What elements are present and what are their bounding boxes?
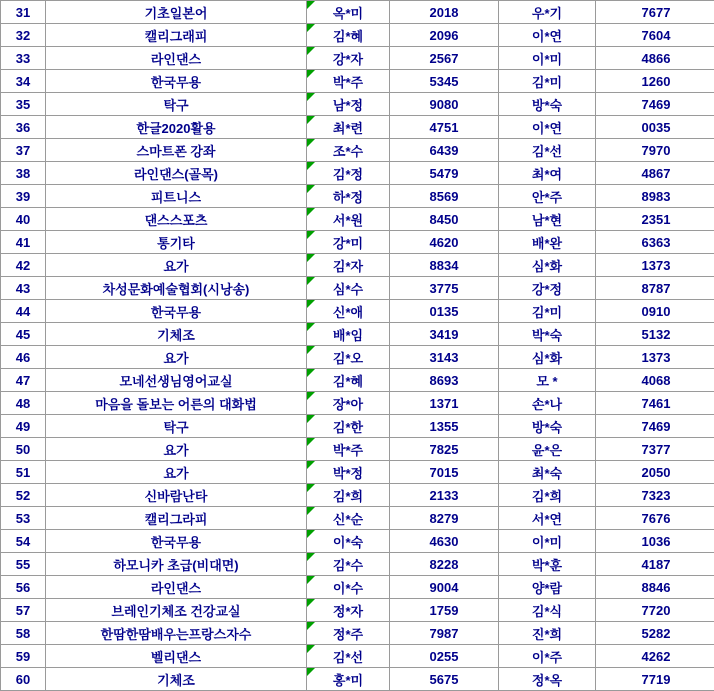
table-row: [1, 24, 714, 47]
course-name-cell: 스마트폰 강좌: [46, 139, 307, 162]
contact-name-cell: 이*미: [499, 47, 596, 70]
row-number-cell: 36: [1, 116, 46, 139]
course-name-cell: 브레인기체조 건강교실: [46, 599, 307, 622]
contact-code-cell: 5132: [596, 323, 714, 346]
contact-code-cell: 0910: [596, 300, 714, 323]
table-row: [1, 438, 714, 461]
applicant-code-cell: 4620: [390, 231, 499, 254]
table-row: [1, 300, 714, 323]
row-number-cell: 47: [1, 369, 46, 392]
contact-code-cell: 7604: [596, 24, 714, 47]
applicant-code-cell: 4751: [390, 116, 499, 139]
contact-code-cell: 4187: [596, 553, 714, 576]
table-row: [1, 139, 714, 162]
contact-name-cell: 윤*은: [499, 438, 596, 461]
row-number-cell: 50: [1, 438, 46, 461]
row-number-cell: 35: [1, 93, 46, 116]
row-number-cell: 39: [1, 185, 46, 208]
course-name-cell: 라인댄스: [46, 47, 307, 70]
contact-name-cell: 이*연: [499, 116, 596, 139]
contact-code-cell: 7719: [596, 668, 714, 691]
course-name-cell: 기체조: [46, 323, 307, 346]
course-name-cell: 탁구: [46, 93, 307, 116]
row-number-cell: 57: [1, 599, 46, 622]
contact-code-cell: 7461: [596, 392, 714, 415]
contact-name-cell: 강*정: [499, 277, 596, 300]
contact-name-cell: 남*현: [499, 208, 596, 231]
contact-code-cell: 7720: [596, 599, 714, 622]
contact-code-cell: 7469: [596, 415, 714, 438]
course-name-cell: 모네선생님영어교실: [46, 369, 307, 392]
row-number-cell: 45: [1, 323, 46, 346]
contact-name-cell: 우*기: [499, 1, 596, 24]
table-row: [1, 93, 714, 116]
contact-code-cell: 1260: [596, 70, 714, 93]
applicant-code-cell: 8279: [390, 507, 499, 530]
course-name-cell: 댄스스포츠: [46, 208, 307, 231]
applicant-name-cell: 김*한: [307, 415, 390, 438]
table-row: [1, 116, 714, 139]
applicant-code-cell: 8693: [390, 369, 499, 392]
applicant-name-cell: 이*숙: [307, 530, 390, 553]
course-name-cell: 캘리그라피: [46, 507, 307, 530]
contact-name-cell: 최*여: [499, 162, 596, 185]
applicant-code-cell: 7987: [390, 622, 499, 645]
contact-name-cell: 김*미: [499, 300, 596, 323]
row-number-cell: 43: [1, 277, 46, 300]
applicant-name-cell: 박*정: [307, 461, 390, 484]
applicant-code-cell: 8228: [390, 553, 499, 576]
row-number-cell: 37: [1, 139, 46, 162]
table-row: [1, 576, 714, 599]
applicant-name-cell: 정*자: [307, 599, 390, 622]
contact-code-cell: 8846: [596, 576, 714, 599]
course-name-cell: 요가: [46, 461, 307, 484]
course-name-cell: 탁구: [46, 415, 307, 438]
applicant-name-cell: 배*임: [307, 323, 390, 346]
contact-name-cell: 정*옥: [499, 668, 596, 691]
row-number-cell: 51: [1, 461, 46, 484]
course-name-cell: 한땀한땀배우는프랑스자수: [46, 622, 307, 645]
applicant-code-cell: 8834: [390, 254, 499, 277]
applicant-code-cell: 1759: [390, 599, 499, 622]
table-row: [1, 369, 714, 392]
applicant-code-cell: 3143: [390, 346, 499, 369]
contact-name-cell: 양*람: [499, 576, 596, 599]
contact-name-cell: 방*숙: [499, 415, 596, 438]
contact-code-cell: 1036: [596, 530, 714, 553]
course-name-cell: 요가: [46, 438, 307, 461]
table-row: [1, 208, 714, 231]
row-number-cell: 34: [1, 70, 46, 93]
row-number-cell: 44: [1, 300, 46, 323]
contact-name-cell: 박*훈: [499, 553, 596, 576]
contact-name-cell: 심*화: [499, 346, 596, 369]
contact-name-cell: 손*나: [499, 392, 596, 415]
course-name-cell: 라인댄스: [46, 576, 307, 599]
course-name-cell: 캘리그래피: [46, 24, 307, 47]
row-number-cell: 49: [1, 415, 46, 438]
table-row: [1, 70, 714, 93]
applicant-name-cell: 김*희: [307, 484, 390, 507]
row-number-cell: 46: [1, 346, 46, 369]
row-number-cell: 41: [1, 231, 46, 254]
contact-name-cell: 배*완: [499, 231, 596, 254]
row-number-cell: 59: [1, 645, 46, 668]
course-name-cell: 피트니스: [46, 185, 307, 208]
row-number-cell: 53: [1, 507, 46, 530]
applicant-code-cell: 4630: [390, 530, 499, 553]
course-name-cell: 마음을 돌보는 어른의 대화법: [46, 392, 307, 415]
applicant-code-cell: 9004: [390, 576, 499, 599]
applicant-code-cell: 1355: [390, 415, 499, 438]
row-number-cell: 52: [1, 484, 46, 507]
contact-code-cell: 7377: [596, 438, 714, 461]
course-name-cell: 요가: [46, 346, 307, 369]
contact-name-cell: 김*희: [499, 484, 596, 507]
table-row: [1, 599, 714, 622]
applicant-name-cell: 박*주: [307, 438, 390, 461]
row-number-cell: 38: [1, 162, 46, 185]
table-row: [1, 323, 714, 346]
applicant-name-cell: 강*자: [307, 47, 390, 70]
contact-name-cell: 김*미: [499, 70, 596, 93]
table-row: [1, 668, 714, 691]
applicant-code-cell: 5345: [390, 70, 499, 93]
contact-code-cell: 7677: [596, 1, 714, 24]
contact-code-cell: 4068: [596, 369, 714, 392]
applicant-name-cell: 김*수: [307, 553, 390, 576]
applicant-code-cell: 0255: [390, 645, 499, 668]
row-number-cell: 31: [1, 1, 46, 24]
contact-name-cell: 이*연: [499, 24, 596, 47]
course-name-cell: 요가: [46, 254, 307, 277]
applicant-code-cell: 5479: [390, 162, 499, 185]
row-number-cell: 56: [1, 576, 46, 599]
applicant-code-cell: 7825: [390, 438, 499, 461]
course-name-cell: 한국무용: [46, 300, 307, 323]
applicant-name-cell: 정*주: [307, 622, 390, 645]
contact-code-cell: 4867: [596, 162, 714, 185]
applicant-code-cell: 2096: [390, 24, 499, 47]
applicant-name-cell: 최*련: [307, 116, 390, 139]
table-row: [1, 553, 714, 576]
applicant-name-cell: 심*수: [307, 277, 390, 300]
course-name-cell: 한국무용: [46, 530, 307, 553]
applicant-name-cell: 박*주: [307, 70, 390, 93]
applicant-name-cell: 김*선: [307, 645, 390, 668]
course-name-cell: 한글2020활용: [46, 116, 307, 139]
contact-code-cell: 6363: [596, 231, 714, 254]
contact-name-cell: 서*연: [499, 507, 596, 530]
contact-name-cell: 심*화: [499, 254, 596, 277]
applicant-code-cell: 8450: [390, 208, 499, 231]
contact-code-cell: 7676: [596, 507, 714, 530]
row-number-cell: 33: [1, 47, 46, 70]
contact-name-cell: 박*숙: [499, 323, 596, 346]
row-number-cell: 55: [1, 553, 46, 576]
applicant-name-cell: 이*수: [307, 576, 390, 599]
applicant-code-cell: 6439: [390, 139, 499, 162]
applicant-code-cell: 2567: [390, 47, 499, 70]
course-name-cell: 기초일본어: [46, 1, 307, 24]
applicant-name-cell: 김*혜: [307, 24, 390, 47]
table-row: [1, 1, 714, 24]
course-name-cell: 통기타: [46, 231, 307, 254]
applicant-name-cell: 홍*미: [307, 668, 390, 691]
applicant-name-cell: 장*아: [307, 392, 390, 415]
row-number-cell: 42: [1, 254, 46, 277]
contact-code-cell: 4866: [596, 47, 714, 70]
contact-code-cell: 1373: [596, 254, 714, 277]
course-name-cell: 신바람난타: [46, 484, 307, 507]
contact-code-cell: 7323: [596, 484, 714, 507]
applicant-code-cell: 0135: [390, 300, 499, 323]
course-name-cell: 라인댄스(골목): [46, 162, 307, 185]
contact-name-cell: 방*숙: [499, 93, 596, 116]
course-name-cell: 기체조: [46, 668, 307, 691]
applicant-code-cell: 7015: [390, 461, 499, 484]
row-number-cell: 58: [1, 622, 46, 645]
applicant-name-cell: 옥*미: [307, 1, 390, 24]
table-row: [1, 346, 714, 369]
table-row: [1, 185, 714, 208]
applicant-name-cell: 김*오: [307, 346, 390, 369]
applicant-name-cell: 남*정: [307, 93, 390, 116]
table-row: [1, 47, 714, 70]
contact-code-cell: 4262: [596, 645, 714, 668]
contact-code-cell: 8983: [596, 185, 714, 208]
table-row: [1, 277, 714, 300]
table-row: [1, 231, 714, 254]
applicant-name-cell: 김*혜: [307, 369, 390, 392]
contact-code-cell: 7970: [596, 139, 714, 162]
applicant-code-cell: 1371: [390, 392, 499, 415]
contact-name-cell: 모 *: [499, 369, 596, 392]
contact-name-cell: 이*미: [499, 530, 596, 553]
table-row: [1, 162, 714, 185]
applicant-name-cell: 김*정: [307, 162, 390, 185]
applicant-name-cell: 강*미: [307, 231, 390, 254]
row-number-cell: 54: [1, 530, 46, 553]
contact-name-cell: 김*식: [499, 599, 596, 622]
contact-name-cell: 최*숙: [499, 461, 596, 484]
applicant-code-cell: 8569: [390, 185, 499, 208]
row-number-cell: 60: [1, 668, 46, 691]
table-row: [1, 645, 714, 668]
applicant-code-cell: 2018: [390, 1, 499, 24]
course-name-cell: 차성문화예술협회(시낭송): [46, 277, 307, 300]
row-number-cell: 32: [1, 24, 46, 47]
table-row: [1, 530, 714, 553]
contact-code-cell: 5282: [596, 622, 714, 645]
table-row: [1, 392, 714, 415]
applicant-name-cell: 신*순: [307, 507, 390, 530]
contact-code-cell: 1373: [596, 346, 714, 369]
table-row: [1, 507, 714, 530]
table-row: [1, 254, 714, 277]
applicant-name-cell: 하*정: [307, 185, 390, 208]
applicant-name-cell: 조*수: [307, 139, 390, 162]
applicant-code-cell: 2133: [390, 484, 499, 507]
row-number-cell: 48: [1, 392, 46, 415]
contact-code-cell: 2050: [596, 461, 714, 484]
table-row: [1, 461, 714, 484]
contact-name-cell: 이*주: [499, 645, 596, 668]
row-number-cell: 40: [1, 208, 46, 231]
contact-name-cell: 안*주: [499, 185, 596, 208]
applicant-name-cell: 서*원: [307, 208, 390, 231]
table-body: [1, 1, 714, 691]
contact-code-cell: 8787: [596, 277, 714, 300]
course-name-cell: 한국무용: [46, 70, 307, 93]
applicant-code-cell: 3419: [390, 323, 499, 346]
applicant-code-cell: 5675: [390, 668, 499, 691]
table-row: [1, 484, 714, 507]
table-row: [1, 415, 714, 438]
contact-name-cell: 진*희: [499, 622, 596, 645]
contact-code-cell: 7469: [596, 93, 714, 116]
course-name-cell: 벨리댄스: [46, 645, 307, 668]
contact-name-cell: 김*선: [499, 139, 596, 162]
applicant-code-cell: 9080: [390, 93, 499, 116]
contact-code-cell: 0035: [596, 116, 714, 139]
course-name-cell: 하모니카 초급(비대면): [46, 553, 307, 576]
applicant-code-cell: 3775: [390, 277, 499, 300]
applicant-name-cell: 신*애: [307, 300, 390, 323]
contact-code-cell: 2351: [596, 208, 714, 231]
table-row: [1, 622, 714, 645]
applicant-name-cell: 김*자: [307, 254, 390, 277]
